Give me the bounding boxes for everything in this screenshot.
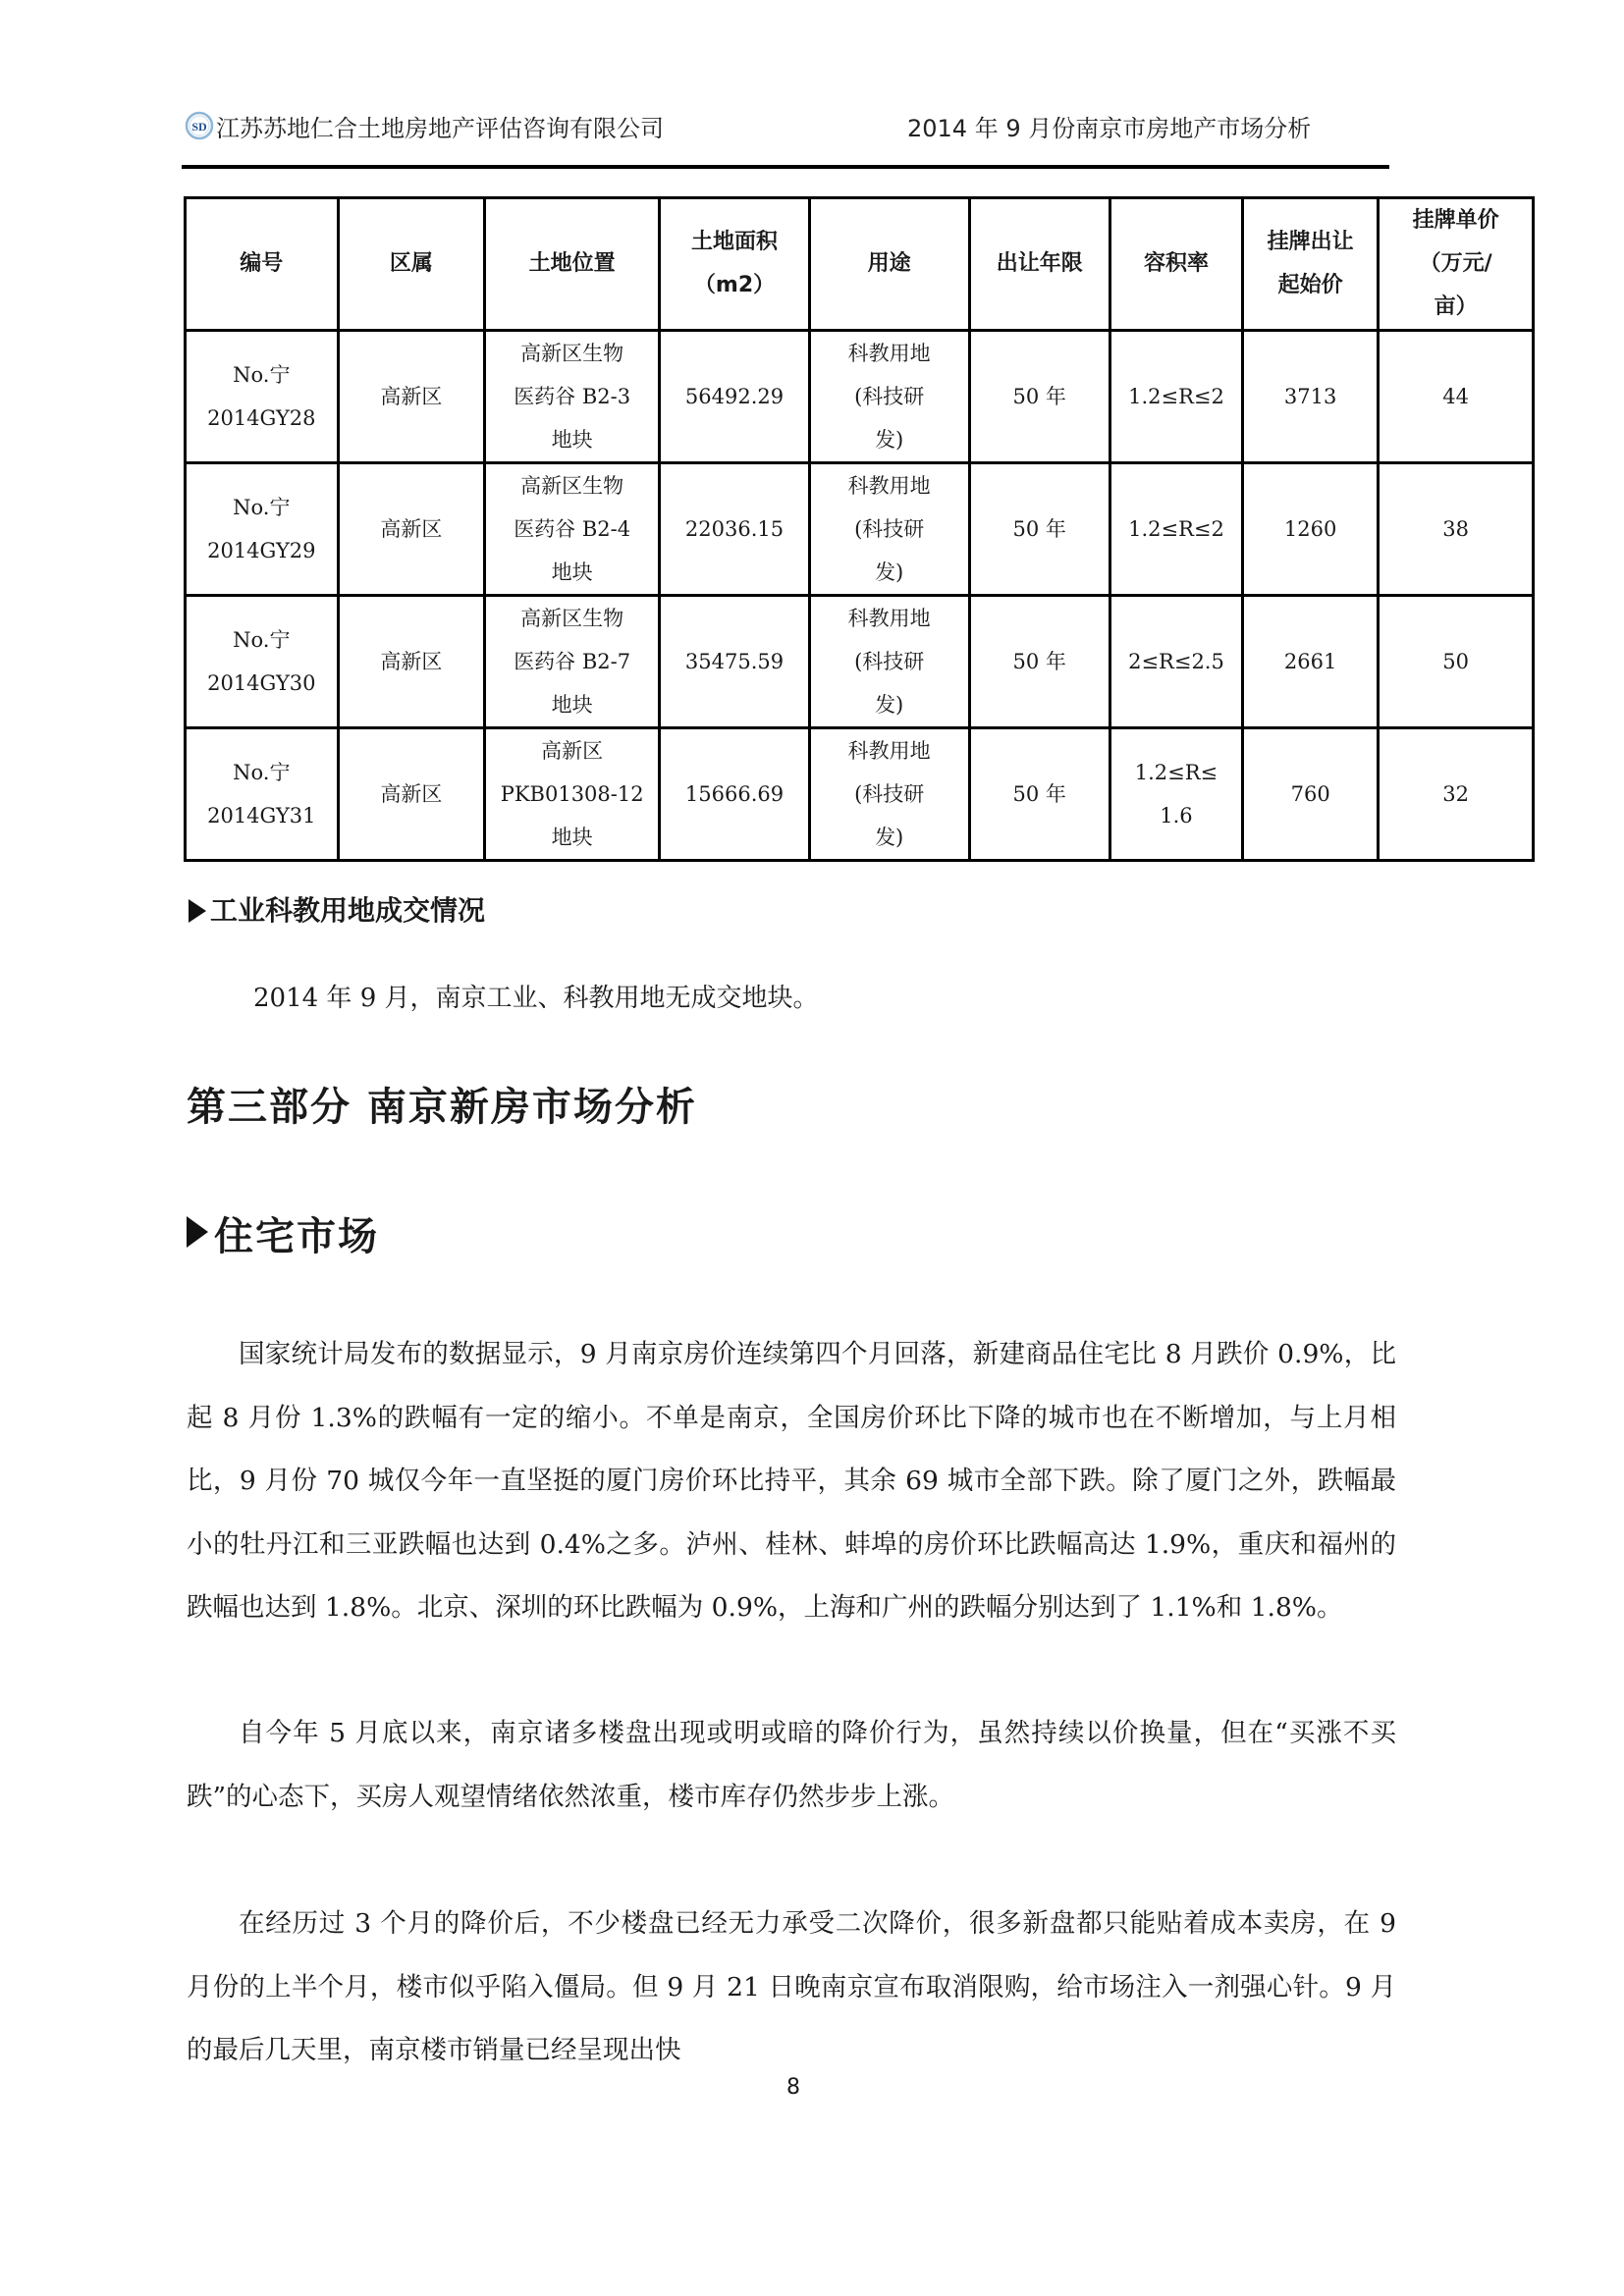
table-row	[186, 596, 1534, 728]
cell-location	[485, 463, 660, 596]
page-header	[185, 110, 1390, 145]
column-header-text: 挂牌单价	[1412, 208, 1499, 233]
cell-text: 发)	[875, 561, 904, 584]
cell-text: 32	[1442, 782, 1469, 806]
column-header	[660, 198, 810, 331]
cell-text: 1.2≤R≤2	[1128, 517, 1224, 541]
column-header	[485, 198, 660, 331]
cell-text: 高新区生物	[520, 607, 624, 630]
industrial-paragraph: 2014 年 9 月，南京工业、科教用地无成交地块。	[253, 984, 819, 1013]
column-header-text: 用途	[867, 251, 911, 276]
cell-term	[969, 463, 1110, 596]
column-header	[969, 198, 1110, 331]
section-heading-text: 工业科教用地成交情况	[210, 894, 486, 927]
cell-term	[969, 728, 1110, 861]
column-header-text: 亩）	[1434, 294, 1478, 319]
cell-text: (科技研	[854, 517, 925, 541]
cell-text: 科教用地	[847, 739, 931, 763]
cell-text: No.宁	[233, 363, 291, 387]
cell-district	[338, 463, 484, 596]
land-listing-table	[184, 196, 1535, 862]
cell-district	[338, 728, 484, 861]
cell-text: 50 年	[1012, 650, 1066, 673]
arrow-bullet-icon	[189, 899, 206, 923]
cell-text: 地块	[551, 561, 593, 584]
column-header	[1243, 198, 1379, 331]
page-number: 8	[786, 2075, 800, 2100]
cell-text: 医药谷 B2-4	[514, 517, 631, 541]
section-heading-industrial	[189, 891, 485, 931]
cell-text: 高新区	[541, 739, 604, 763]
cell-text: 地块	[551, 826, 593, 849]
part-title: 第三部分 南京新房市场分析	[187, 1085, 697, 1130]
cell-text: 2014GY28	[207, 406, 316, 430]
cell-text: 50 年	[1012, 782, 1066, 806]
cell-text: 科教用地	[847, 342, 931, 365]
cell-text: 44	[1442, 385, 1469, 408]
column-header-text: 起始价	[1277, 273, 1343, 297]
cell-text: 2661	[1283, 650, 1337, 673]
cell-unit-price	[1379, 596, 1534, 728]
table-row	[186, 331, 1534, 463]
column-header-text: 区属	[389, 251, 433, 276]
cell-id	[186, 463, 339, 596]
cell-location	[485, 596, 660, 728]
cell-location	[485, 728, 660, 861]
cell-text: 1.6	[1160, 804, 1193, 828]
cell-text: 发)	[875, 693, 904, 717]
cell-text: 高新区	[380, 517, 443, 541]
cell-text: (科技研	[854, 385, 925, 408]
cell-text: 50 年	[1012, 385, 1066, 408]
column-header-text: 出让年限	[996, 251, 1083, 276]
cell-area	[660, 463, 810, 596]
cell-id	[186, 596, 339, 728]
company-logo-icon	[185, 111, 214, 140]
body-paragraph	[187, 1893, 1396, 2083]
cell-district	[338, 331, 484, 463]
column-header-text: 容积率	[1143, 251, 1209, 276]
cell-start-price	[1243, 728, 1379, 861]
body-paragraph	[187, 1323, 1396, 1640]
cell-usage	[809, 331, 969, 463]
cell-text: 高新区	[380, 782, 443, 806]
logo-text: SD	[191, 120, 207, 133]
cell-text: 35475.59	[684, 650, 785, 673]
cell-start-price	[1243, 596, 1379, 728]
company-name: 江苏苏地仁合土地房地产评估咨询有限公司	[216, 115, 664, 142]
cell-far	[1110, 596, 1242, 728]
cell-text: 发)	[875, 826, 904, 849]
column-header-text: 挂牌出让	[1267, 230, 1354, 254]
cell-text: 50 年	[1012, 517, 1066, 541]
cell-text: 2≤R≤2.5	[1128, 650, 1224, 673]
cell-text: 发)	[875, 428, 904, 452]
column-header	[1379, 198, 1534, 331]
column-header-text: 编号	[240, 251, 284, 276]
subheading-text: 住宅市场	[214, 1214, 379, 1259]
document-title: 2014 年 9 月份南京市房地产市场分析	[907, 115, 1312, 142]
cell-text: 医药谷 B2-7	[514, 650, 631, 673]
cell-text: 地块	[551, 693, 593, 717]
subheading-residential	[187, 1209, 379, 1264]
cell-text: No.宁	[233, 496, 291, 519]
cell-text: 科教用地	[847, 607, 931, 630]
cell-text: 科教用地	[847, 474, 931, 498]
cell-text: PKB01308-12	[500, 782, 644, 806]
table-header-row	[186, 198, 1534, 331]
cell-text: 760	[1290, 782, 1330, 806]
cell-text: 高新区	[380, 385, 443, 408]
cell-id	[186, 331, 339, 463]
cell-text: 高新区	[380, 650, 443, 673]
cell-text: 22036.15	[684, 517, 785, 541]
cell-text: 56492.29	[684, 385, 785, 408]
cell-start-price	[1243, 463, 1379, 596]
cell-text: No.宁	[233, 761, 291, 784]
cell-unit-price	[1379, 463, 1534, 596]
cell-usage	[809, 728, 969, 861]
cell-text: 1260	[1283, 517, 1337, 541]
cell-text: 医药谷 B2-3	[514, 385, 631, 408]
cell-area	[660, 728, 810, 861]
arrow-bullet-icon	[187, 1216, 208, 1248]
table-row	[186, 728, 1534, 861]
cell-text: 3713	[1283, 385, 1337, 408]
cell-far	[1110, 463, 1242, 596]
cell-far	[1110, 331, 1242, 463]
column-header	[809, 198, 969, 331]
cell-text: 高新区生物	[520, 342, 624, 365]
paragraph-text: 在经历过 3 个月的降价后，不少楼盘已经无力承受二次降价，很多新盘都只能贴着成本卖房，在 9 月份的上半个月，楼市似乎陷入僵局。但 9 月 21 日晚南京宣布取消限购，给市场注入一剂强心针。9 月的最后几天里，南京楼市销量已经呈现出快	[187, 1908, 1396, 2065]
cell-far	[1110, 728, 1242, 861]
body-paragraph	[187, 1702, 1396, 1829]
cell-text: 50	[1442, 650, 1469, 673]
cell-text: (科技研	[854, 650, 925, 673]
cell-area	[660, 331, 810, 463]
cell-text: 1.2≤R≤	[1134, 761, 1218, 784]
cell-start-price	[1243, 331, 1379, 463]
cell-id	[186, 728, 339, 861]
cell-text: 1.2≤R≤2	[1128, 385, 1224, 408]
cell-usage	[809, 596, 969, 728]
header-rule	[182, 165, 1389, 169]
cell-term	[969, 331, 1110, 463]
column-header-text: 土地位置	[528, 251, 616, 276]
paragraph-text: 国家统计局发布的数据显示，9 月南京房价连续第四个月回落，新建商品住宅比 8 月跌价 0.9%，比起 8 月份 1.3%的跌幅有一定的缩小。不单是南京，全国房价环比下降的城市也在不断增加，与上月相比，9 月份 70 城仅今年一直坚挺的厦门房价环比持平，其余 69 城市全部下跌。除了厦门之外，跌幅最小的牡丹江和三亚跌幅也达到 0.4%之多。泸州、桂林、蚌埠的房价环比跌幅高达 1.9%，重庆和福州的跌幅也达到 1.8%。北京、深圳的环比跌幅为 0.9%，上海和广州的跌幅分别达到了 1.1%和 1.8%。	[187, 1339, 1396, 1623]
cell-text: 高新区生物	[520, 474, 624, 498]
column-header-text: （万元/	[1419, 251, 1492, 276]
column-header	[1110, 198, 1242, 331]
cell-district	[338, 596, 484, 728]
cell-text: 38	[1442, 517, 1469, 541]
cell-usage	[809, 463, 969, 596]
column-header-text: 土地面积	[691, 230, 779, 254]
cell-location	[485, 331, 660, 463]
column-header	[186, 198, 339, 331]
cell-text: 15666.69	[684, 782, 785, 806]
cell-text: 2014GY31	[207, 804, 316, 828]
cell-text: (科技研	[854, 782, 925, 806]
column-header-text: （m2）	[693, 273, 776, 297]
cell-area	[660, 596, 810, 728]
cell-text: No.宁	[233, 628, 291, 652]
column-header	[338, 198, 484, 331]
table-row	[186, 463, 1534, 596]
paragraph-text: 自今年 5 月底以来，南京诸多楼盘出现或明或暗的降价行为，虽然持续以价换量，但在“买涨不买跌”的心态下，买房人观望情绪依然浓重，楼市库存仍然步步上涨。	[187, 1718, 1396, 1812]
cell-text: 2014GY29	[207, 539, 316, 562]
cell-text: 2014GY30	[207, 671, 316, 695]
cell-unit-price	[1379, 728, 1534, 861]
cell-term	[969, 596, 1110, 728]
cell-text: 地块	[551, 428, 593, 452]
cell-unit-price	[1379, 331, 1534, 463]
